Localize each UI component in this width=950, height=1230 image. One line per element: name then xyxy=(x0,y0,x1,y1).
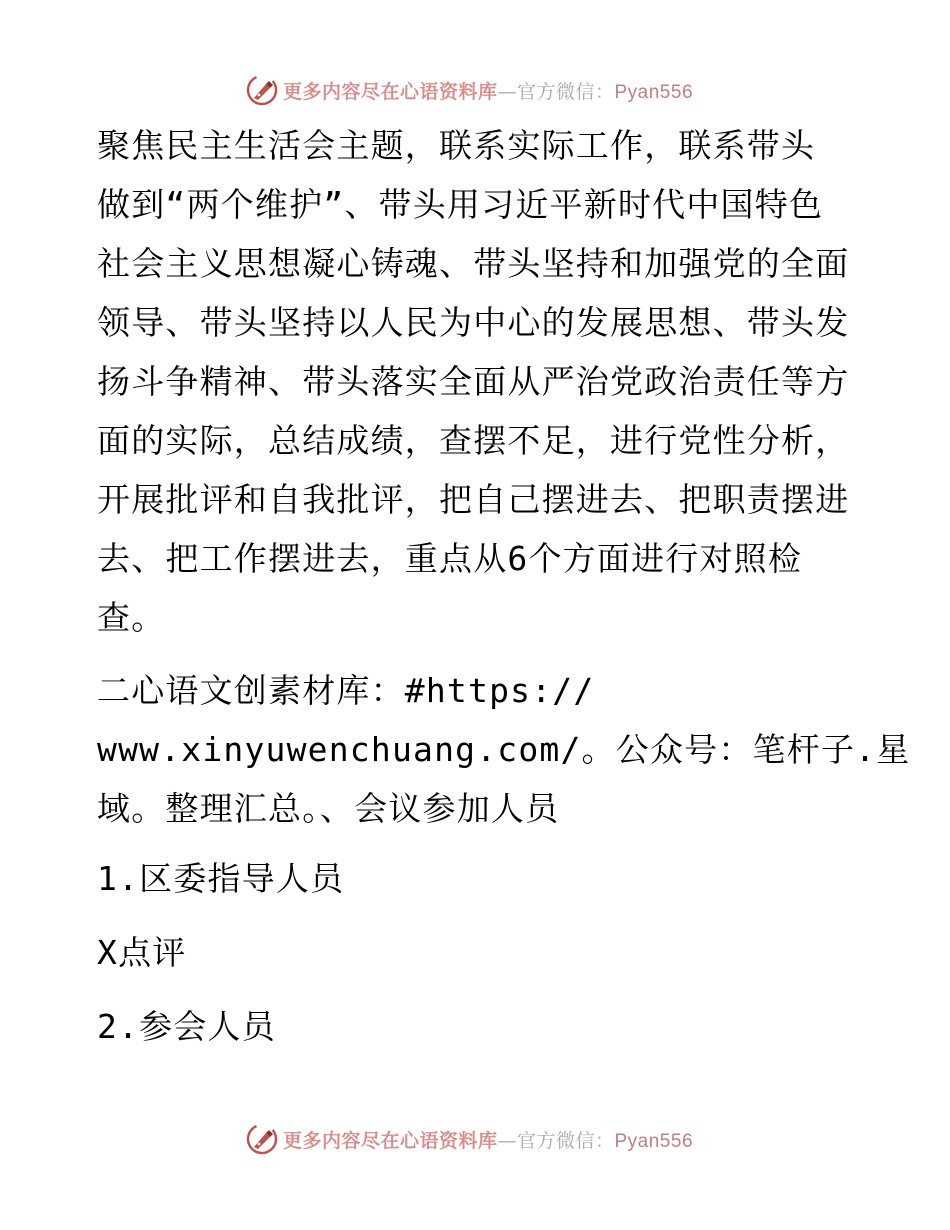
banner-brand-text: 更多内容尽在心语资料库 xyxy=(282,1129,498,1152)
paragraph-line: 面的实际，总结成绩，查摆不足，进行党性分析， xyxy=(97,421,850,460)
paragraph-line: 二心语文创素材库：#https:// xyxy=(97,671,595,710)
pen-nib-logo-icon xyxy=(245,73,279,107)
banner-dash: — xyxy=(497,80,517,103)
paragraph-line: 做到“两个维护”、带头用习近平新时代中国特色 xyxy=(97,185,824,224)
paragraph-line: www.xinyuwenchuang.com/。公众号：笔杆子.星 xyxy=(97,730,911,769)
paragraph-line: 开展批评和自我批评，把自己摆进去、把职责摆进 xyxy=(97,480,850,519)
banner-wechat-label: 官方微信： xyxy=(516,1129,615,1152)
paragraph-focus xyxy=(97,116,857,647)
banner-wechat-id: Pyan556 xyxy=(614,1130,694,1152)
footer-banner xyxy=(0,1119,950,1159)
document-body xyxy=(97,116,911,1064)
list-item: 2.参会人员 xyxy=(97,1007,276,1046)
paragraph-line: 查。 xyxy=(97,598,166,637)
paragraph-line: 社会主义思想凝心铸魂、带头坚持和加强党的全面 xyxy=(97,244,850,283)
banner-dash: — xyxy=(497,1129,517,1152)
paragraph-line: 扬斗争精神、带头落实全面从严治党政治责任等方 xyxy=(97,362,850,401)
paragraph-gap xyxy=(97,647,857,661)
banner-wechat-label: 官方微信： xyxy=(516,80,615,103)
paragraph-line: 去、把工作摆进去，重点从6个方面进行对照检 xyxy=(97,539,803,578)
paragraph-line: 领导、带头坚持以人民为中心的发展思想、带头发 xyxy=(97,303,850,342)
paragraph-line: 域。整理汇总。、会议参加人员 xyxy=(97,789,560,828)
paragraph-line: 聚焦民主生活会主题，联系实际工作，联系带头 xyxy=(97,126,816,165)
header-banner xyxy=(0,70,950,110)
paragraph-source xyxy=(97,661,911,838)
banner-content xyxy=(245,73,693,107)
banner-brand-text: 更多内容尽在心语资料库 xyxy=(282,80,498,103)
list-item: X点评 xyxy=(97,933,187,972)
banner-wechat-id: Pyan556 xyxy=(614,81,694,103)
pen-nib-logo-icon xyxy=(245,1122,279,1156)
banner-content xyxy=(245,1122,693,1156)
list-item: 1.区委指导人员 xyxy=(97,859,345,898)
